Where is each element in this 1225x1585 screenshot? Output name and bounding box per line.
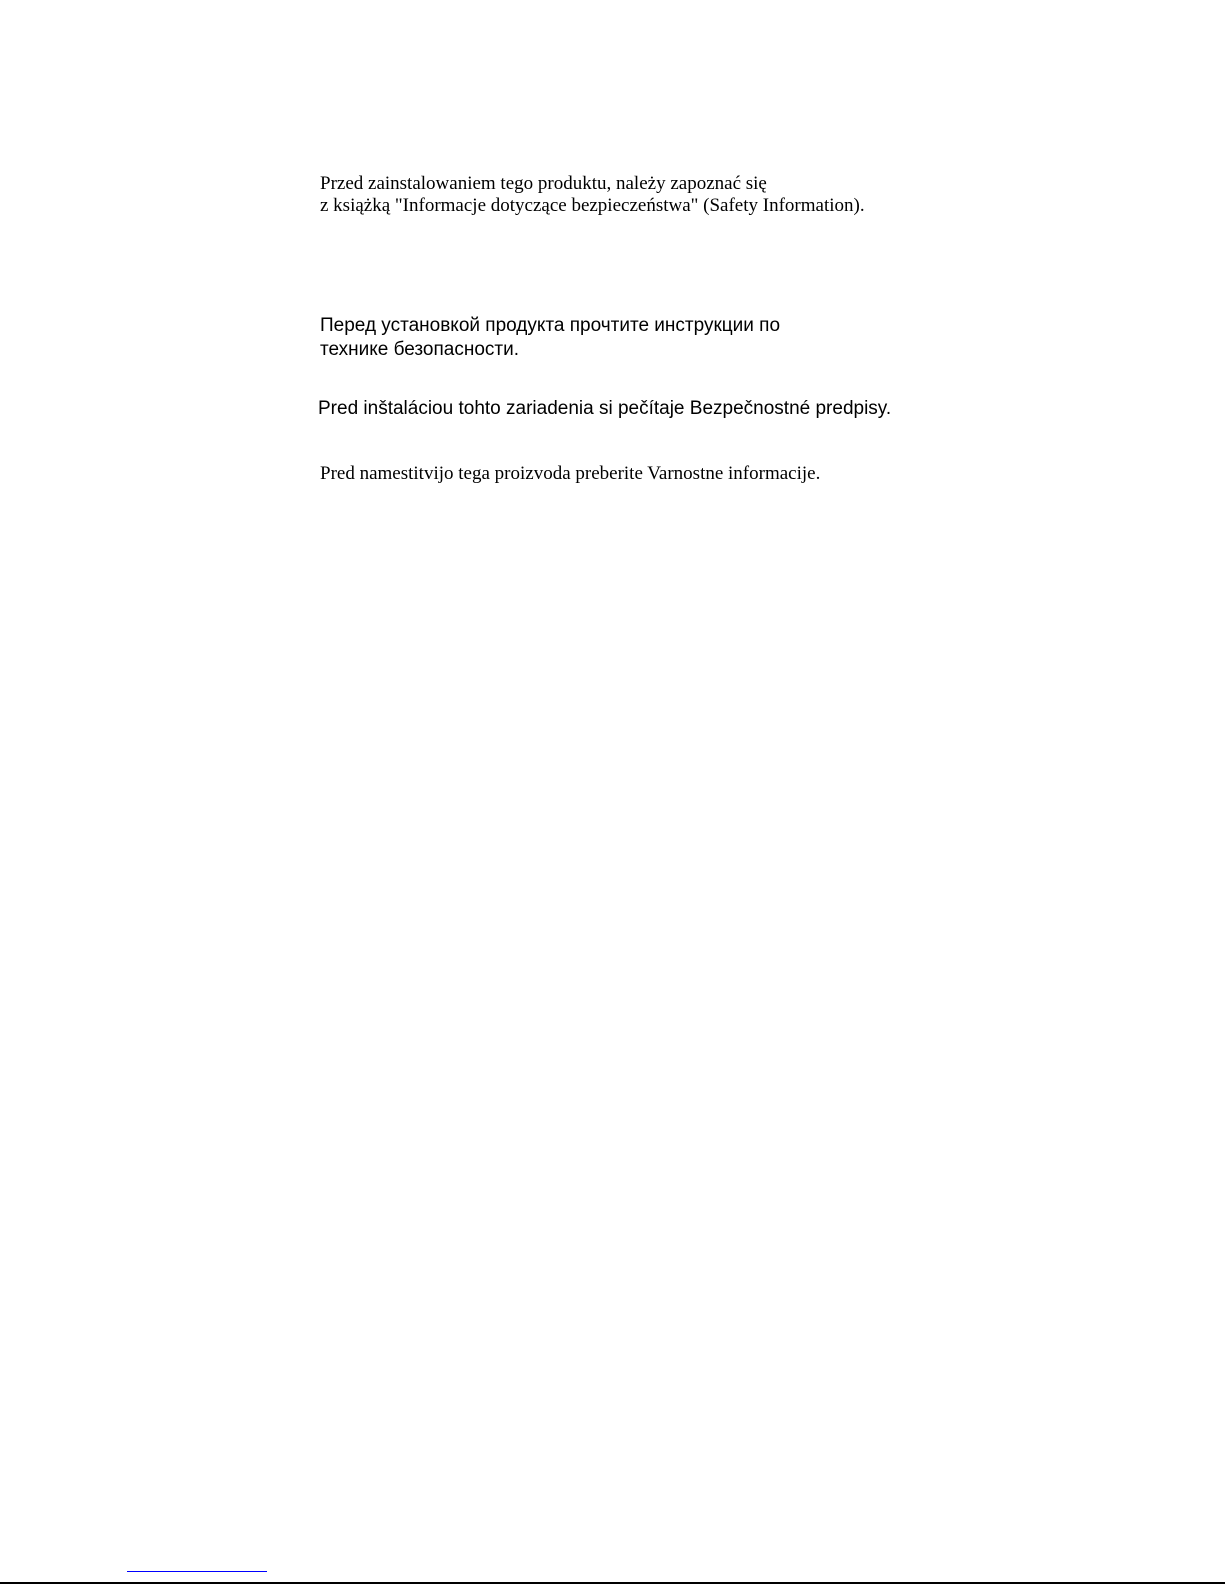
- slovenian-notice-line-1: Pred namestitvijo tega proizvoda preberite Varnostne informacije.: [320, 463, 821, 484]
- page-bottom-border: [0, 1582, 1225, 1584]
- russian-notice-line-1: Перед установкой продукта прочтите инструкции по: [320, 315, 781, 336]
- slovak-safety-notice: [318, 397, 891, 421]
- footnote-divider: [127, 1571, 267, 1572]
- russian-safety-notice: [320, 314, 780, 362]
- polish-notice-line-2: z książką "Informacje dotyczące bezpieczeństwa" (Safety Information).: [320, 195, 865, 216]
- slovak-notice-line-1: Pred inštaláciou tohto zariadenia si pečítaje Bezpečnostné predpisy.: [318, 398, 892, 419]
- slovenian-safety-notice: [320, 463, 820, 485]
- polish-notice-line-1: Przed zainstalowaniem tego produktu, należy zapoznać się: [320, 173, 767, 194]
- polish-safety-notice: [320, 173, 865, 217]
- russian-notice-line-2: технике безопасности.: [320, 339, 520, 360]
